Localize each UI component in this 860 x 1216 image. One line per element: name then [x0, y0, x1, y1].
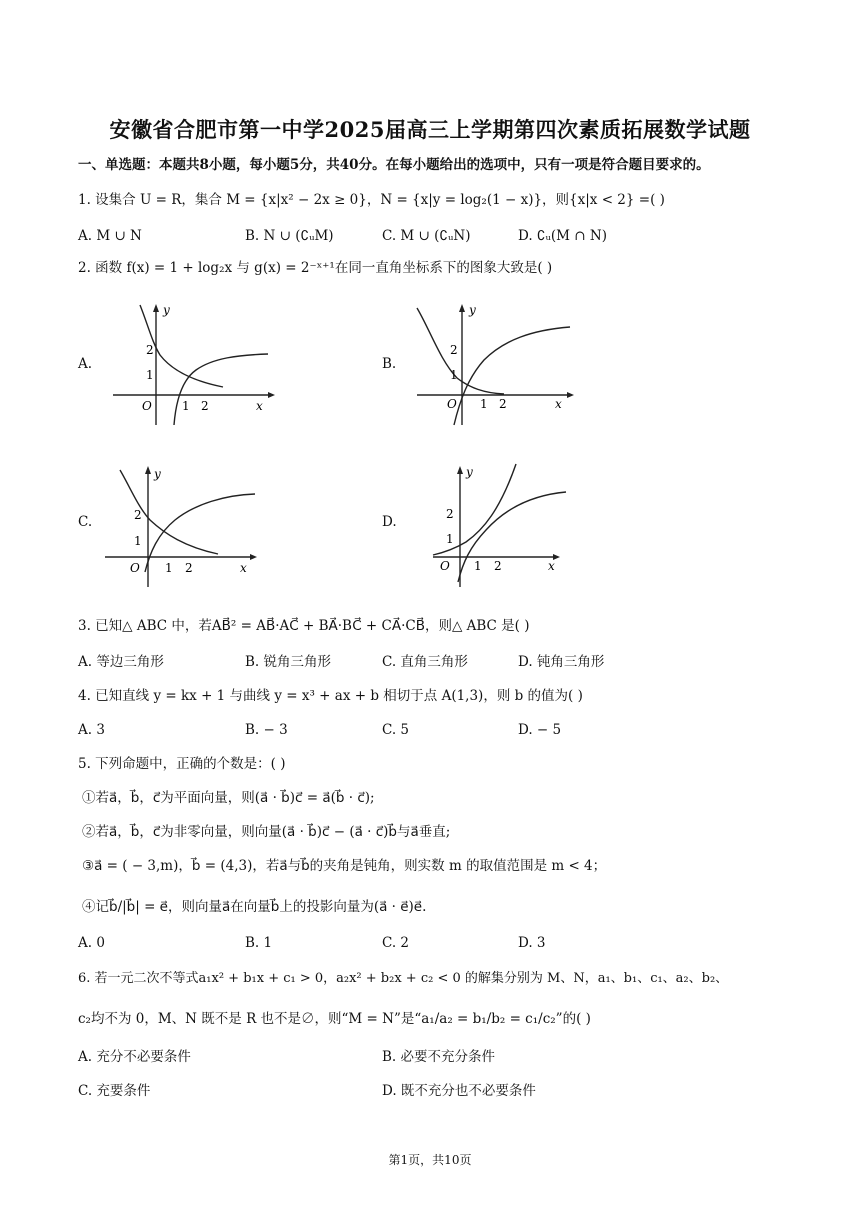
svg-text:y: y	[154, 467, 161, 481]
q4-option-c: C. 5	[382, 722, 410, 738]
svg-text:x: x	[555, 397, 562, 411]
q2-graph-c	[100, 462, 270, 592]
q6-option-a: A. 充分不必要条件	[78, 1049, 191, 1065]
q5-option-c: C. 2	[382, 935, 410, 951]
section-heading: 一、单选题：本题共8小题，每小题5分，共40分。在每小题给出的选项中，只有一项是符合题目要求的。	[78, 157, 710, 173]
q3-option-b: B. 锐角三角形	[245, 654, 332, 670]
q4-option-d: D. − 5	[518, 722, 562, 738]
q5-statement-2: ②若a⃗，b⃗，c⃗为非零向量，则向量(a⃗ · b⃗)c⃗ − (a⃗ · c⃗)b⃗与a⃗垂直;	[82, 824, 451, 840]
q5-option-a: A. 0	[78, 935, 105, 951]
q5-statement-1: ①若a⃗，b⃗，c⃗为平面向量，则(a⃗ · b⃗)c⃗ = a⃗(b⃗ · c⃗);	[82, 790, 375, 806]
q3-option-a: A. 等边三角形	[78, 654, 164, 670]
svg-text:O: O	[447, 397, 457, 411]
svg-text:x: x	[240, 561, 247, 575]
svg-text:1: 1	[474, 559, 482, 573]
q6-option-b: B. 必要不充分条件	[382, 1049, 496, 1065]
svg-text:1: 1	[446, 532, 454, 546]
svg-text:y: y	[469, 303, 476, 317]
question-1-stem: 1. 设集合 U = R，集合 M = {x|x² − 2x ≥ 0}，N = {x|y = log₂(1 − x)}，则{x|x < 2} =( )	[78, 192, 665, 208]
q2-option-d-label: D.	[382, 514, 397, 530]
svg-text:y: y	[466, 465, 473, 479]
q1-option-c: C. M ∪ (∁ᵤN)	[382, 228, 471, 244]
q3-option-c: C. 直角三角形	[382, 654, 468, 670]
q5-option-d: D. 3	[518, 935, 546, 951]
svg-text:1: 1	[134, 534, 142, 548]
svg-text:1: 1	[146, 368, 154, 382]
q2-option-b-label: B.	[382, 356, 397, 372]
svg-text:2: 2	[450, 343, 458, 357]
q1-option-a: A. M ∪ N	[78, 228, 142, 244]
q2-option-a-label: A.	[78, 356, 93, 372]
svg-text:1: 1	[480, 397, 488, 411]
q2-graph-b	[412, 300, 582, 430]
svg-text:O: O	[440, 559, 450, 573]
q3-option-d: D. 钝角三角形	[518, 654, 605, 670]
page-title: 安徽省合肥市第一中学2025届高三上学期第四次素质拓展数学试题	[109, 117, 751, 142]
q1-option-d: D. ∁ᵤ(M ∩ N)	[518, 228, 607, 244]
q4-option-a: A. 3	[78, 722, 105, 738]
svg-text:O: O	[142, 399, 152, 413]
svg-text:2: 2	[134, 508, 142, 522]
q5-option-b: B. 1	[245, 935, 273, 951]
question-2-stem: 2. 函数 f(x) = 1 + log₂x 与 g(x) = 2⁻ˣ⁺¹在同一直角坐标系下的图象大致是( )	[78, 260, 553, 276]
svg-text:1: 1	[450, 368, 458, 382]
svg-text:2: 2	[185, 561, 193, 575]
question-3-stem: 3. 已知△ ABC 中，若AB⃗² = AB⃗·AC⃗ + BA⃗·BC⃗ + CA⃗·CB⃗，则△ ABC 是( )	[78, 618, 530, 634]
q2-option-c-label: C.	[78, 514, 93, 530]
q2-graph-d	[428, 462, 588, 592]
svg-text:2: 2	[494, 559, 502, 573]
svg-text:2: 2	[146, 343, 154, 357]
q5-statement-3: ③a⃗ = ( − 3,m)，b⃗ = (4,3)，若a⃗与b⃗的夹角是钝角，则实数 m 的取值范围是 m < 4；	[82, 858, 607, 874]
question-6-stem-line2: c₂均不为 0，M、N 既不是 R 也不是∅，则“M = N”是“a₁/a₂ = b₁/b₂ = c₁/c₂”的( )	[78, 1011, 591, 1027]
svg-text:1: 1	[182, 399, 190, 413]
svg-text:O: O	[130, 561, 140, 575]
svg-text:2: 2	[446, 507, 454, 521]
q6-option-d: D. 既不充分也不必要条件	[382, 1083, 536, 1099]
q1-option-b: B. N ∪ (∁ᵤM)	[245, 228, 334, 244]
svg-text:2: 2	[499, 397, 507, 411]
question-4-stem: 4. 已知直线 y = kx + 1 与曲线 y = x³ + ax + b 相切于点 A(1,3)，则 b 的值为( )	[78, 688, 583, 704]
svg-text:1: 1	[165, 561, 173, 575]
q5-statement-4: ④记b⃗/|b⃗| = e⃗，则向量a⃗在向量b⃗上的投影向量为(a⃗ · e⃗)e⃗.	[82, 899, 427, 915]
q2-graph-a	[108, 300, 278, 430]
svg-text:2: 2	[201, 399, 209, 413]
svg-text:y: y	[163, 303, 170, 317]
question-6-stem-line1: 6. 若一元二次不等式a₁x² + b₁x + c₁ > 0，a₂x² + b₂x + c₂ < 0 的解集分别为 M、N，a₁、b₁、c₁、a₂、b₂、	[78, 971, 729, 986]
q6-option-c: C. 充要条件	[78, 1083, 151, 1099]
question-5-stem: 5. 下列命题中，正确的个数是：( )	[78, 756, 286, 772]
q4-option-b: B. − 3	[245, 722, 288, 738]
svg-text:x: x	[548, 559, 555, 573]
page-footer: 第1页，共10页	[388, 1153, 472, 1167]
svg-text:x: x	[256, 399, 263, 413]
